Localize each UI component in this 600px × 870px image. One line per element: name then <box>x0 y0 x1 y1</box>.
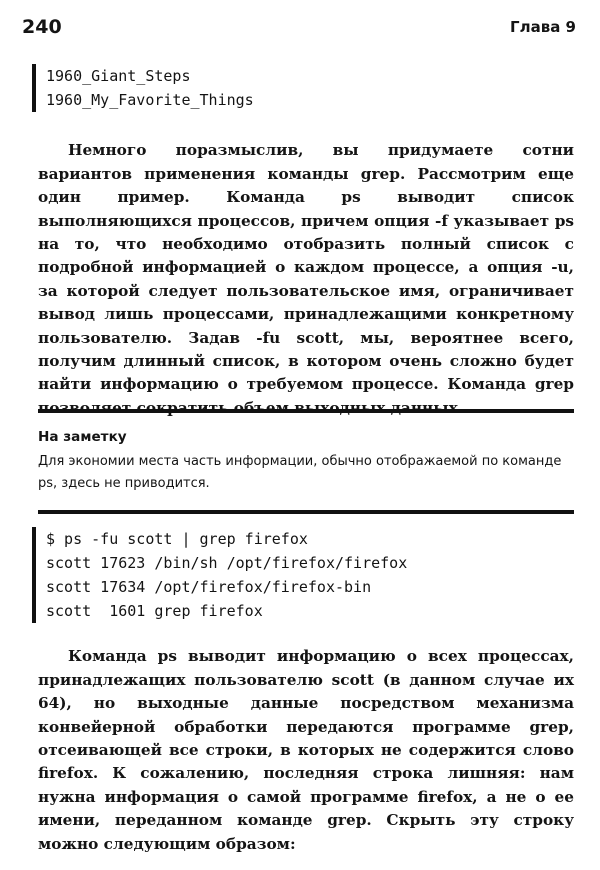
chapter-title: Глава 9 <box>510 18 576 36</box>
code-line: $ ps -fu scott | grep firefox <box>46 530 308 548</box>
note-box <box>38 409 574 514</box>
code-line: 1960_My_Favorite_Things <box>46 91 254 109</box>
code-line: 1960_Giant_Steps <box>46 67 191 85</box>
body-paragraph-ps-output: Команда ps выводит информацию о всех процессах, принадлежащих пользователю scott (в данном случае их 64), но выходные данные посредством механизма конвейерной обработки передаются программе grep, отсеивающей все строки, в которых не содержится слово firefox. К сожалению, последняя строка лишняя: нам нужна информация о самой программе firefox, а не о ее имени, переданном команде grep. Скрыть эту строку можно следующим образом: <box>38 647 574 853</box>
code-line: scott 17634 /opt/firefox/firefox-bin <box>46 578 372 596</box>
note-text: Для экономии места часть информации, обычно отображаемой по команде ps, здесь не приводится. <box>38 454 562 491</box>
page-header <box>22 14 576 44</box>
code-line: scott 1601 grep firefox <box>46 602 263 620</box>
body-paragraph-grep-usage: Немного поразмыслив, вы придумаете сотни вариантов применения команды grep. Рассмотрим еще один пример. Команда ps выводит список выполняющихся процессов, причем опция -f указывает ps на то, что необходимо отобразить полный список с подробной информацией о каждом процессе, а опция -u, за которой следует пользовательское имя, ограничивает вывод лишь процессами, принадлежащими конкретному пользователю. Задав -fu scott, мы, вероятнее всего, получим длинный список, в котором очень сложно будет найти информацию о требуемом процессе. Команда grep позволяет сократить объем выходных данных. <box>38 141 574 417</box>
code-block-ps-grep <box>32 527 407 623</box>
code-line: scott 17623 /bin/sh /opt/firefox/firefox <box>46 554 408 572</box>
note-title: На заметку <box>38 429 127 445</box>
code-block-file-list <box>32 64 254 112</box>
page-number: 240 <box>22 16 62 38</box>
